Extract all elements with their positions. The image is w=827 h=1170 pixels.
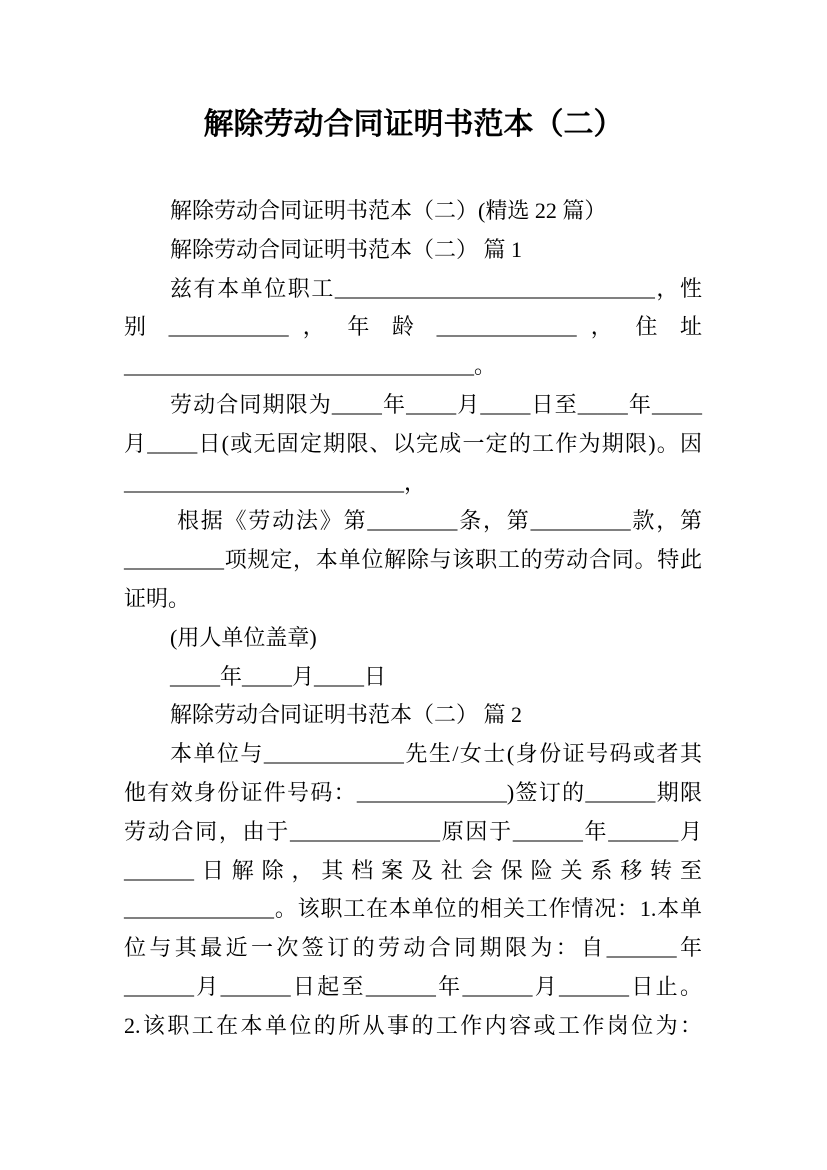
certificate-1-contract-term-line: 劳动合同期限为_____年_____月_____日至_____年_____: [170, 391, 702, 417]
fill-in-blank: _____: [577, 394, 628, 417]
employer-seal-line: (用人单位盖章): [170, 624, 317, 650]
fill-in-blank: _____: [242, 666, 293, 689]
fill-in-blank: _______: [365, 976, 436, 999]
fill-in-blank: ______________: [436, 317, 577, 340]
fill-in-blank: _____: [406, 394, 457, 417]
certificate-2-body-line: 劳动合同，由于_______________原因于_______年_______月: [124, 818, 702, 844]
collection-subtitle: 解除劳动合同证明书范本（二）(精选 22 篇）: [170, 198, 607, 223]
fill-in-blank: _______: [220, 976, 291, 999]
fill-in-blank: _______: [559, 976, 630, 999]
certificate-1-employee-info-line: 兹有本单位职工________________________________，性: [170, 275, 702, 301]
certificate-2-body-line: 位与其最近一次签订的劳动合同期限为：自_______年: [124, 935, 702, 961]
document-body: [124, 192, 702, 1046]
fill-in-blank: _____: [147, 433, 198, 456]
fill-in-blank: _____: [331, 394, 382, 417]
document-title: 解除劳动合同证明书范本（二）: [203, 108, 624, 141]
fill-in-blank: _______: [462, 976, 533, 999]
certificate-2-body-line: _______月_______日起至_______年_______月_______日止。: [124, 973, 702, 999]
fill-in-blank: _______: [124, 976, 194, 999]
certificate-1-contract-term-line: ____________________________，: [124, 469, 427, 495]
certificate-1-employee-info-line: ___________________________________。: [124, 353, 497, 379]
certificate-1-contract-term-line: 月_____日(或无固定期限、以完成一定的工作为期限)。因: [124, 430, 702, 456]
certificate-1-legal-basis-line: __________项规定，本单位解除与该职工的劳动合同。特此: [124, 547, 702, 573]
section-1-heading: 解除劳动合同证明书范本（二） 篇 1: [170, 236, 523, 262]
fill-in-blank: _____: [480, 394, 531, 417]
fill-in-blank: _______________: [289, 821, 440, 844]
certificate-2-body-line: 本单位与______________先生/女士(身份证号码或者其: [170, 741, 702, 767]
fill-in-blank: ____________: [168, 317, 289, 340]
section-2-heading: 解除劳动合同证明书范本（二） 篇 2: [170, 702, 523, 728]
fill-in-blank: ________________________________: [334, 278, 655, 301]
certificate-2-body-line: 2.该职工在本单位的所从事的工作内容或工作岗位为：: [124, 1012, 702, 1038]
fill-in-blank: __________: [530, 511, 631, 534]
certificate-2-body-line: _______________。该职工在本单位的相关工作情况：1.本单: [124, 896, 702, 922]
certificate-2-body-line: _______日解除，其档案及社会保险关系移转至: [124, 857, 702, 883]
fill-in-blank: _____: [314, 666, 365, 689]
fill-in-blank: ______________: [263, 744, 404, 767]
fill-in-blank: ____________________________: [124, 472, 404, 495]
certificate-1-legal-basis-line: 证明。: [124, 585, 191, 611]
fill-in-blank: _____: [170, 666, 220, 689]
fill-in-blank: ___________________________________: [124, 356, 474, 379]
signature-date-line: _____年_____月_____日: [170, 663, 387, 689]
fill-in-blank: _______________: [356, 782, 507, 805]
certificate-2-body-line: 他有效身份证件号码：_______________)签订的_______期限: [124, 779, 702, 805]
certificate-1-legal-basis-line: 根据《劳动法》第_________条，第__________款，第: [177, 508, 702, 534]
certificate-1-employee-info-line: 别 ____________ ， 年 龄 ______________ ， 住 址: [124, 314, 702, 340]
fill-in-blank: _______________: [124, 899, 274, 922]
fill-in-blank: _______: [606, 938, 677, 961]
fill-in-blank: _______: [512, 821, 583, 844]
fill-in-blank: _______: [608, 821, 679, 844]
fill-in-blank: _____: [651, 394, 702, 417]
fill-in-blank: _______: [585, 782, 656, 805]
fill-in-blank: _________: [367, 511, 458, 534]
fill-in-blank: _______: [124, 860, 194, 883]
fill-in-blank: __________: [124, 550, 224, 573]
